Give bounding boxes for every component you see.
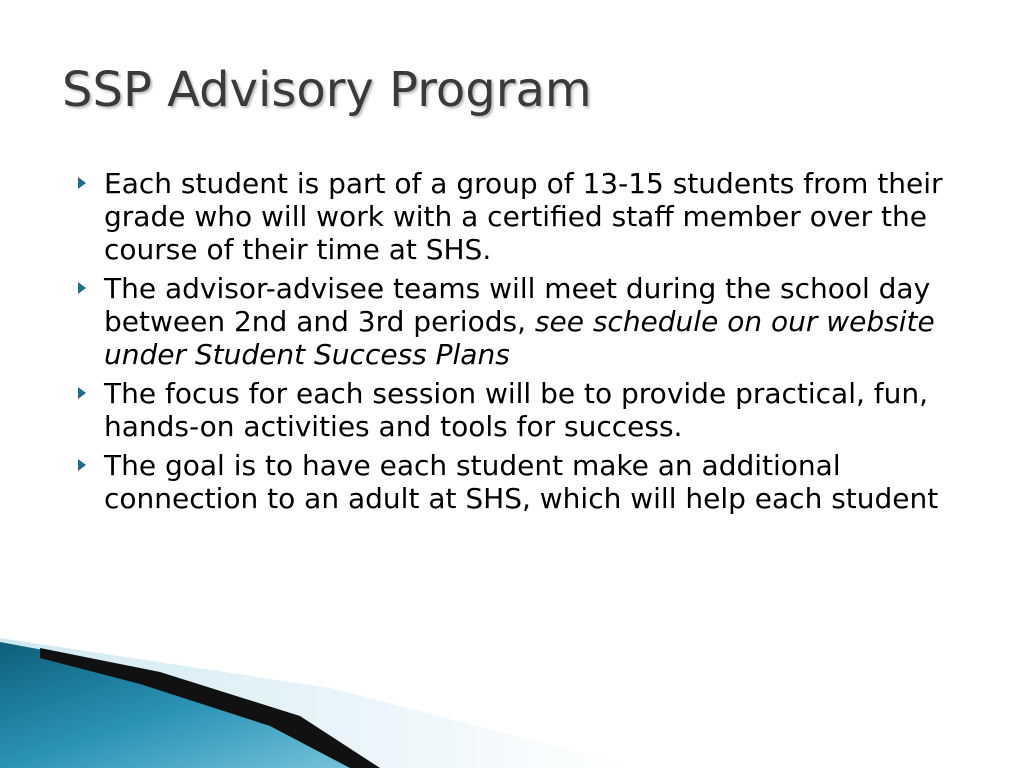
slide-title: SSP Advisory Program: [62, 62, 592, 118]
bullet-item: [72, 272, 952, 371]
wave-decoration: [0, 628, 1024, 768]
arrow-bullet-icon: [78, 177, 86, 189]
bullet-text: The focus for each session will be to provide practical, fun, hands-on activities and tools for success.: [104, 377, 929, 443]
arrow-bullet-icon: [78, 282, 86, 294]
bullet-item: [72, 449, 952, 515]
bullet-text: Each student is part of a group of 13-15 students from their grade who will work with a certified staff member over the course of their time at SHS.: [104, 167, 943, 266]
arrow-bullet-icon: [78, 459, 86, 471]
bullet-text: The goal is to have each student make an additional connection to an adult at SHS, which will help each student: [104, 449, 939, 515]
bullet-italic-text: see schedule on our website under Student Success Plans: [104, 305, 935, 371]
arrow-bullet-icon: [78, 387, 86, 399]
bullet-text: The advisor-advisee teams will meet during the school day between 2nd and 3rd periods,: [104, 272, 931, 338]
bullet-list: [72, 167, 952, 521]
bullet-item: [72, 377, 952, 443]
bullet-item: [72, 167, 952, 266]
